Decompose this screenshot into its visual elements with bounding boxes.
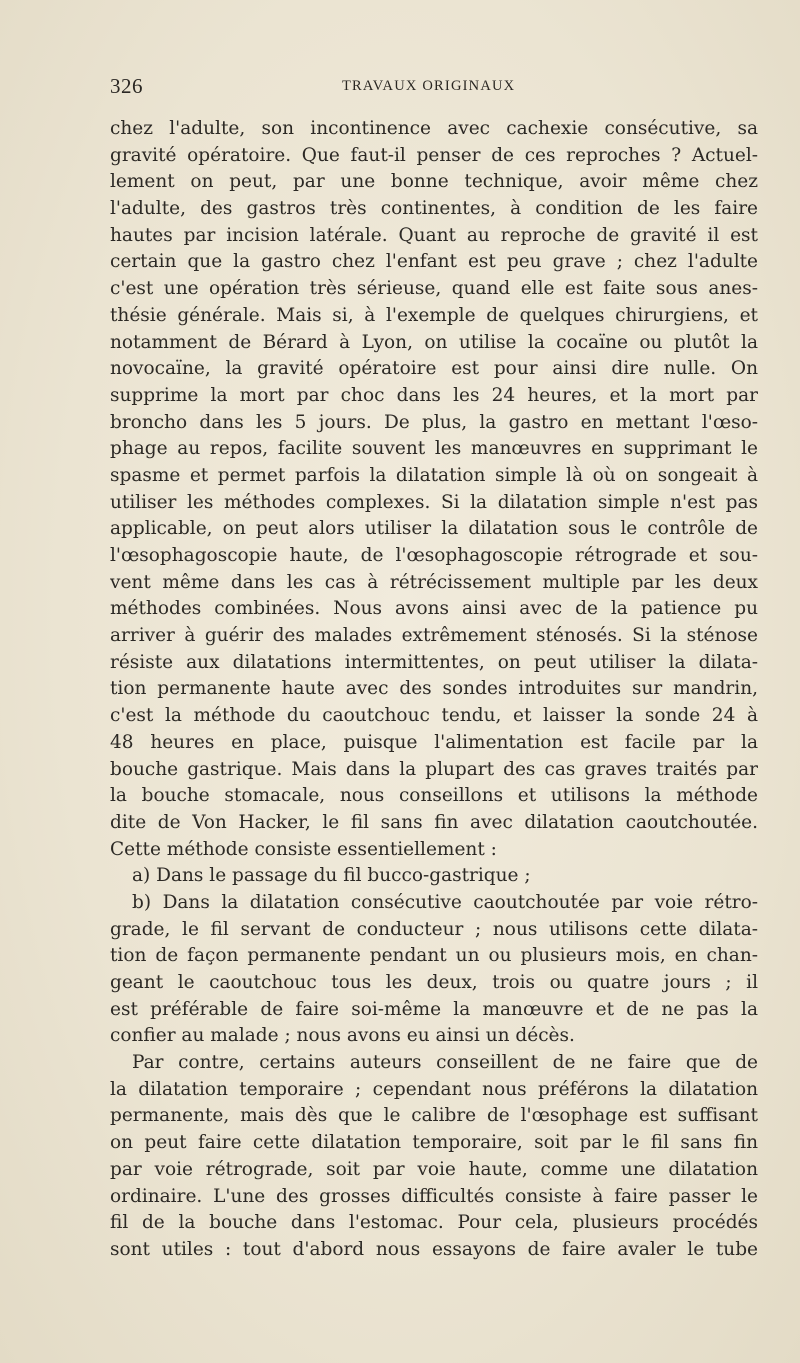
text-line: tion de façon permanente pendant un ou plusieurs mois, en chan-: [110, 945, 758, 967]
text-line: sont utiles : tout d'abord nous essayons de faire avaler le tube: [110, 1238, 758, 1260]
text-line: lement on peut, par une bonne technique, avoir même chez: [110, 171, 758, 193]
text-line: permanente, mais dès que le calibre de l'œsophage est suffisant: [110, 1105, 758, 1127]
text-line: utiliser les méthodes complexes. Si la dilatation simple n'est pas: [110, 491, 758, 513]
text-line: on peut faire cette dilatation temporaire, soit par le fil sans fin: [110, 1132, 758, 1154]
text-line: l'adulte, des gastros très continentes, à condition de les faire: [110, 198, 758, 220]
text-line: phage au repos, facilite souvent les manœuvres en supprimant le: [110, 438, 758, 460]
list-item-b: b) Dans la dilatation consécutive caoutchoutée par voie rétro-: [132, 891, 758, 913]
text-line: applicable, on peut alors utiliser la dilatation sous le contrôle de: [110, 518, 758, 540]
text-line: par voie rétrograde, soit par voie haute, comme une dilatation: [110, 1158, 758, 1180]
text-line: broncho dans les 5 jours. De plus, la gastro en mettant l'œso-: [110, 411, 758, 433]
text-line: est préférable de faire soi-même la manœuvre et de ne pas la: [110, 998, 758, 1020]
text-line: ordinaire. L'une des grosses difficultés consiste à faire passer le: [110, 1185, 758, 1207]
text-line: certain que la gastro chez l'enfant est peu grave ; chez l'adulte: [110, 251, 758, 273]
text-line: bouche gastrique. Mais dans la plupart des cas graves traités par: [110, 758, 758, 780]
list-item-a: a) Dans le passage du fil bucco-gastrique ;: [132, 865, 531, 887]
text-line: spasme et permet parfois la dilatation simple là où on songeait à: [110, 464, 758, 486]
text-line: la bouche stomacale, nous conseillons et utilisons la méthode: [110, 785, 758, 807]
text-line: dite de Von Hacker, le fil sans fin avec dilatation caoutchoutée.: [110, 811, 758, 833]
text-line: vent même dans les cas à rétrécissement multiple par les deux: [110, 571, 758, 593]
page-header: [110, 74, 758, 104]
text-line: l'œsophagoscopie haute, de l'œsophagoscopie rétrograde et sou-: [110, 545, 758, 566]
text-line: grade, le fil servant de conducteur ; nous utilisons cette dilata-: [110, 918, 758, 940]
text-line: confier au malade ; nous avons eu ainsi un décès.: [110, 1025, 575, 1047]
running-head: TRAVAUX ORIGINAUX: [342, 78, 516, 94]
text-line: thésie générale. Mais si, à l'exemple de quelques chirurgiens, et: [110, 304, 758, 326]
text-line: résiste aux dilatations intermittentes, on peut utiliser la dilata-: [110, 651, 758, 673]
text-line: fil de la bouche dans l'estomac. Pour cela, plusieurs procédés: [110, 1212, 758, 1234]
page-number: 326: [110, 74, 143, 98]
text-line: la dilatation temporaire ; cependant nous préférons la dilatation: [110, 1078, 758, 1100]
text-line: c'est une opération très sérieuse, quand elle est faite sous anes-: [110, 278, 758, 300]
text-line: gravité opératoire. Que faut-il penser de ces reproches ? Actuel-: [110, 144, 758, 166]
text-line: 48 heures en place, puisque l'alimentation est facile par la: [110, 731, 758, 753]
text-line: novocaïne, la gravité opératoire est pour ainsi dire nulle. On: [110, 358, 758, 380]
text-line: c'est la méthode du caoutchouc tendu, et laisser la sonde 24 à: [110, 705, 758, 727]
text-line: notamment de Bérard à Lyon, on utilise la cocaïne ou plutôt la: [110, 331, 758, 353]
text-line: supprime la mort par choc dans les 24 heures, et la mort par: [110, 384, 758, 406]
text-line: Cette méthode consiste essentiellement :: [110, 838, 497, 860]
text-line: hautes par incision latérale. Quant au reproche de gravité il est: [110, 224, 758, 246]
paragraph-start: Par contre, certains auteurs conseillent de ne faire que de: [132, 1052, 758, 1074]
text-line: geant le caoutchouc tous les deux, trois ou quatre jours ; il: [110, 972, 758, 993]
text-line: tion permanente haute avec des sondes introduites sur mandrin,: [110, 678, 758, 700]
text-line: chez l'adulte, son incontinence avec cachexie consécutive, sa: [110, 118, 758, 139]
text-line: arriver à guérir des malades extrêmement sténosés. Si la sténose: [110, 625, 758, 647]
text-line: méthodes combinées. Nous avons ainsi avec de la patience pu: [110, 598, 758, 620]
body-text: [110, 116, 758, 1264]
